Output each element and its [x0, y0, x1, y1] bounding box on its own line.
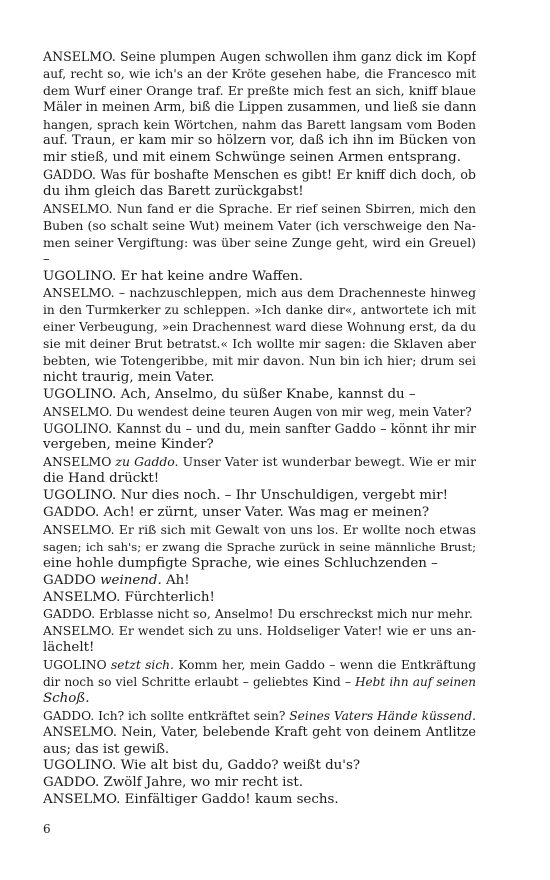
stage-direction: setzt sich.: [111, 658, 174, 673]
dialogue-text: nicht traurig, mein Vater.: [43, 369, 215, 385]
dialogue-text: ANSELMO. Er wendet sich zu uns. Holdseliger Vater! wie er uns an-: [43, 623, 476, 639]
text-line: [43, 252, 476, 269]
dialogue-text: mir stieß, und mit einem Schwünge seinen Armen entsprang.: [43, 150, 462, 166]
stage-direction: Schoß.: [43, 690, 90, 706]
text-line: [43, 539, 476, 556]
dialogue-text: UGOLINO. Kannst du – und du, mein sanfter Gaddo – könnt ihr mir: [43, 420, 476, 436]
drama-text-block: [43, 49, 476, 809]
text-line: [43, 454, 476, 471]
dialogue-text: auf, recht so, wie ich's an der Kröte gesehen habe, die Francesco mit: [43, 66, 476, 81]
dialogue-text: bebten, wie Totengeribbe, mit mir davon. Nun bin ich hier; drum sei: [43, 353, 476, 369]
text-line: [43, 437, 476, 454]
text-line: [43, 674, 476, 691]
text-line: [43, 590, 476, 607]
text-line: [43, 573, 476, 590]
text-line: [43, 117, 476, 134]
dialogue-text: ANSELMO. Nun fand er die Sprache. Er rief seinen Sbirren, mich den: [43, 202, 476, 217]
text-line: [43, 100, 476, 117]
page-number: 6: [43, 822, 51, 836]
text-line: [43, 150, 476, 167]
stage-direction: weinend.: [100, 572, 162, 588]
dialogue-text: Mäler in meinen Arm, biß die Lippen zusammen, und ließ sie dann: [43, 99, 476, 115]
text-line: [43, 488, 476, 505]
stage-direction: Seines Vaters Hände küssend.: [289, 708, 476, 723]
text-line: [43, 285, 476, 302]
text-line: [43, 657, 476, 674]
dialogue-text: Komm her, mein Gaddo – wenn die Entkräftung: [173, 658, 476, 673]
text-line: [43, 623, 476, 640]
dialogue-text: ANSELMO. Du wendest deine teuren Augen von mir weg, mein Vater?: [43, 404, 472, 419]
dialogue-text: UGOLINO. Wie alt bist du, Gaddo? weißt du's?: [43, 758, 361, 774]
dialogue-text: lächelt!: [43, 640, 95, 656]
text-line: [43, 505, 476, 522]
text-line: [43, 235, 476, 252]
dialogue-text: sie mit deiner Brut betratst.« Ich wollte mir sagen: die Sklaven aber: [43, 336, 476, 352]
dialogue-text: UGOLINO. Er hat keine andre Waffen.: [43, 268, 304, 284]
text-line: [43, 792, 476, 809]
text-line: [43, 370, 476, 387]
dialogue-text: aus; das ist gewiß.: [43, 741, 170, 757]
dialogue-text: Ah!: [161, 572, 190, 588]
text-line: [43, 421, 476, 438]
dialogue-text: eine hohle dumpfigte Sprache, wie eines Schluchzenden –: [43, 555, 438, 571]
text-line: [43, 775, 476, 792]
text-line: [43, 404, 476, 421]
text-line: [43, 725, 476, 742]
dialogue-text: GADDO. Zwölf Jahre, wo mir recht ist.: [43, 775, 303, 791]
text-line: [43, 49, 476, 66]
dialogue-text: UGOLINO. Nur dies noch. – Ihr Unschuldigen, vergebt mir!: [43, 488, 448, 504]
dialogue-text: men seiner Vergiftung: was über seine Zunge geht, wird ein Greuel): [43, 234, 476, 250]
dialogue-text: sagen; ich sah's; er zwang die Sprache zurück in seine männliche Brust;: [43, 539, 476, 554]
dialogue-text: hangen, sprach kein Wörtchen, nahm das Barett langsam vom Boden: [43, 117, 476, 132]
dialogue-text: UGOLINO: [43, 658, 112, 673]
dialogue-text: auf. Traun, er kam mir so hölzern vor, daß ich ihn im Bücken von: [43, 133, 476, 149]
text-line: [43, 742, 476, 759]
text-line: [43, 66, 476, 83]
text-line: [43, 606, 476, 623]
dialogue-text: ANSELMO. Nein, Vater, belebende Kraft geht von deinem Antlitze: [43, 724, 476, 740]
dialogue-text: Unser Vater ist wunderbar bewegt. Wie er mir: [178, 454, 476, 470]
text-line: [43, 201, 476, 218]
dialogue-text: in den Turmkerker zu schleppen. »Ich danke dir«, antwortete ich mit: [43, 303, 476, 318]
text-line: [43, 269, 476, 286]
dialogue-text: Buben (so schalt seine Wut) meinem Vater (ich verschweige den Na-: [43, 217, 476, 233]
dialogue-text: UGOLINO. Ach, Anselmo, du süßer Knabe, kannst du –: [43, 386, 416, 402]
dialogue-text: GADDO. Erblasse nicht so, Anselmo! Du erschreckst mich nur mehr.: [43, 606, 473, 622]
text-line: [43, 83, 476, 100]
dialogue-text: vergeben, meine Kinder?: [43, 437, 214, 453]
dialogue-text: GADDO. Ich? ich sollte entkräftet sein?: [43, 708, 290, 723]
dialogue-text: ANSELMO. – nachzuschleppen, mich aus dem Drachenneste hinweg: [43, 285, 476, 301]
text-line: [43, 640, 476, 657]
dialogue-text: dir noch so viel Schritte erlaubt – geliebtes Kind –: [43, 674, 356, 689]
dialogue-text: GADDO: [43, 572, 101, 588]
text-line: [43, 708, 476, 725]
dialogue-text: ANSELMO. Er riß sich mit Gewalt von uns los. Er wollte noch etwas: [43, 521, 476, 537]
text-line: [43, 758, 476, 775]
text-line: [43, 387, 476, 404]
text-line: [43, 691, 476, 708]
dialogue-text: dem Wurf einer Orange traf. Er preßte mich fest an sich, kniff blaue: [43, 82, 476, 98]
dialogue-text: die Hand drückt!: [43, 471, 160, 487]
dialogue-text: ANSELMO. Einfältiger Gaddo! kaum sechs.: [43, 792, 339, 808]
text-line: [43, 167, 476, 184]
text-line: [43, 522, 476, 539]
text-line: [43, 218, 476, 235]
text-line: [43, 336, 476, 353]
dialogue-text: einer Verbeugung, »ein Drachennest ward diese Wohnung erst, da du: [43, 320, 476, 335]
dialogue-text: –: [43, 251, 50, 267]
dialogue-text: ANSELMO. Seine plumpen Augen schwollen ihm ganz dick im Kopf: [43, 49, 476, 64]
dialogue-text: GADDO. Was für boshafte Menschen es gibt! Er kniff dich doch, ob: [43, 167, 476, 183]
stage-direction: zu Gaddo.: [115, 454, 179, 470]
text-line: [43, 184, 476, 201]
dialogue-text: GADDO. Ach! er zürnt, unser Vater. Was mag er meinen?: [43, 505, 430, 521]
dialogue-text: du ihm gleich das Barett zurückgabst!: [43, 184, 304, 200]
dialogue-text: ANSELMO. Fürchterlich!: [43, 589, 215, 605]
text-line: [43, 133, 476, 150]
text-line: [43, 556, 476, 573]
text-line: [43, 471, 476, 488]
stage-direction: Hebt ihn auf seinen: [355, 674, 476, 689]
text-line: [43, 302, 476, 319]
dialogue-text: ANSELMO: [43, 454, 116, 470]
text-line: [43, 319, 476, 336]
text-line: [43, 353, 476, 370]
